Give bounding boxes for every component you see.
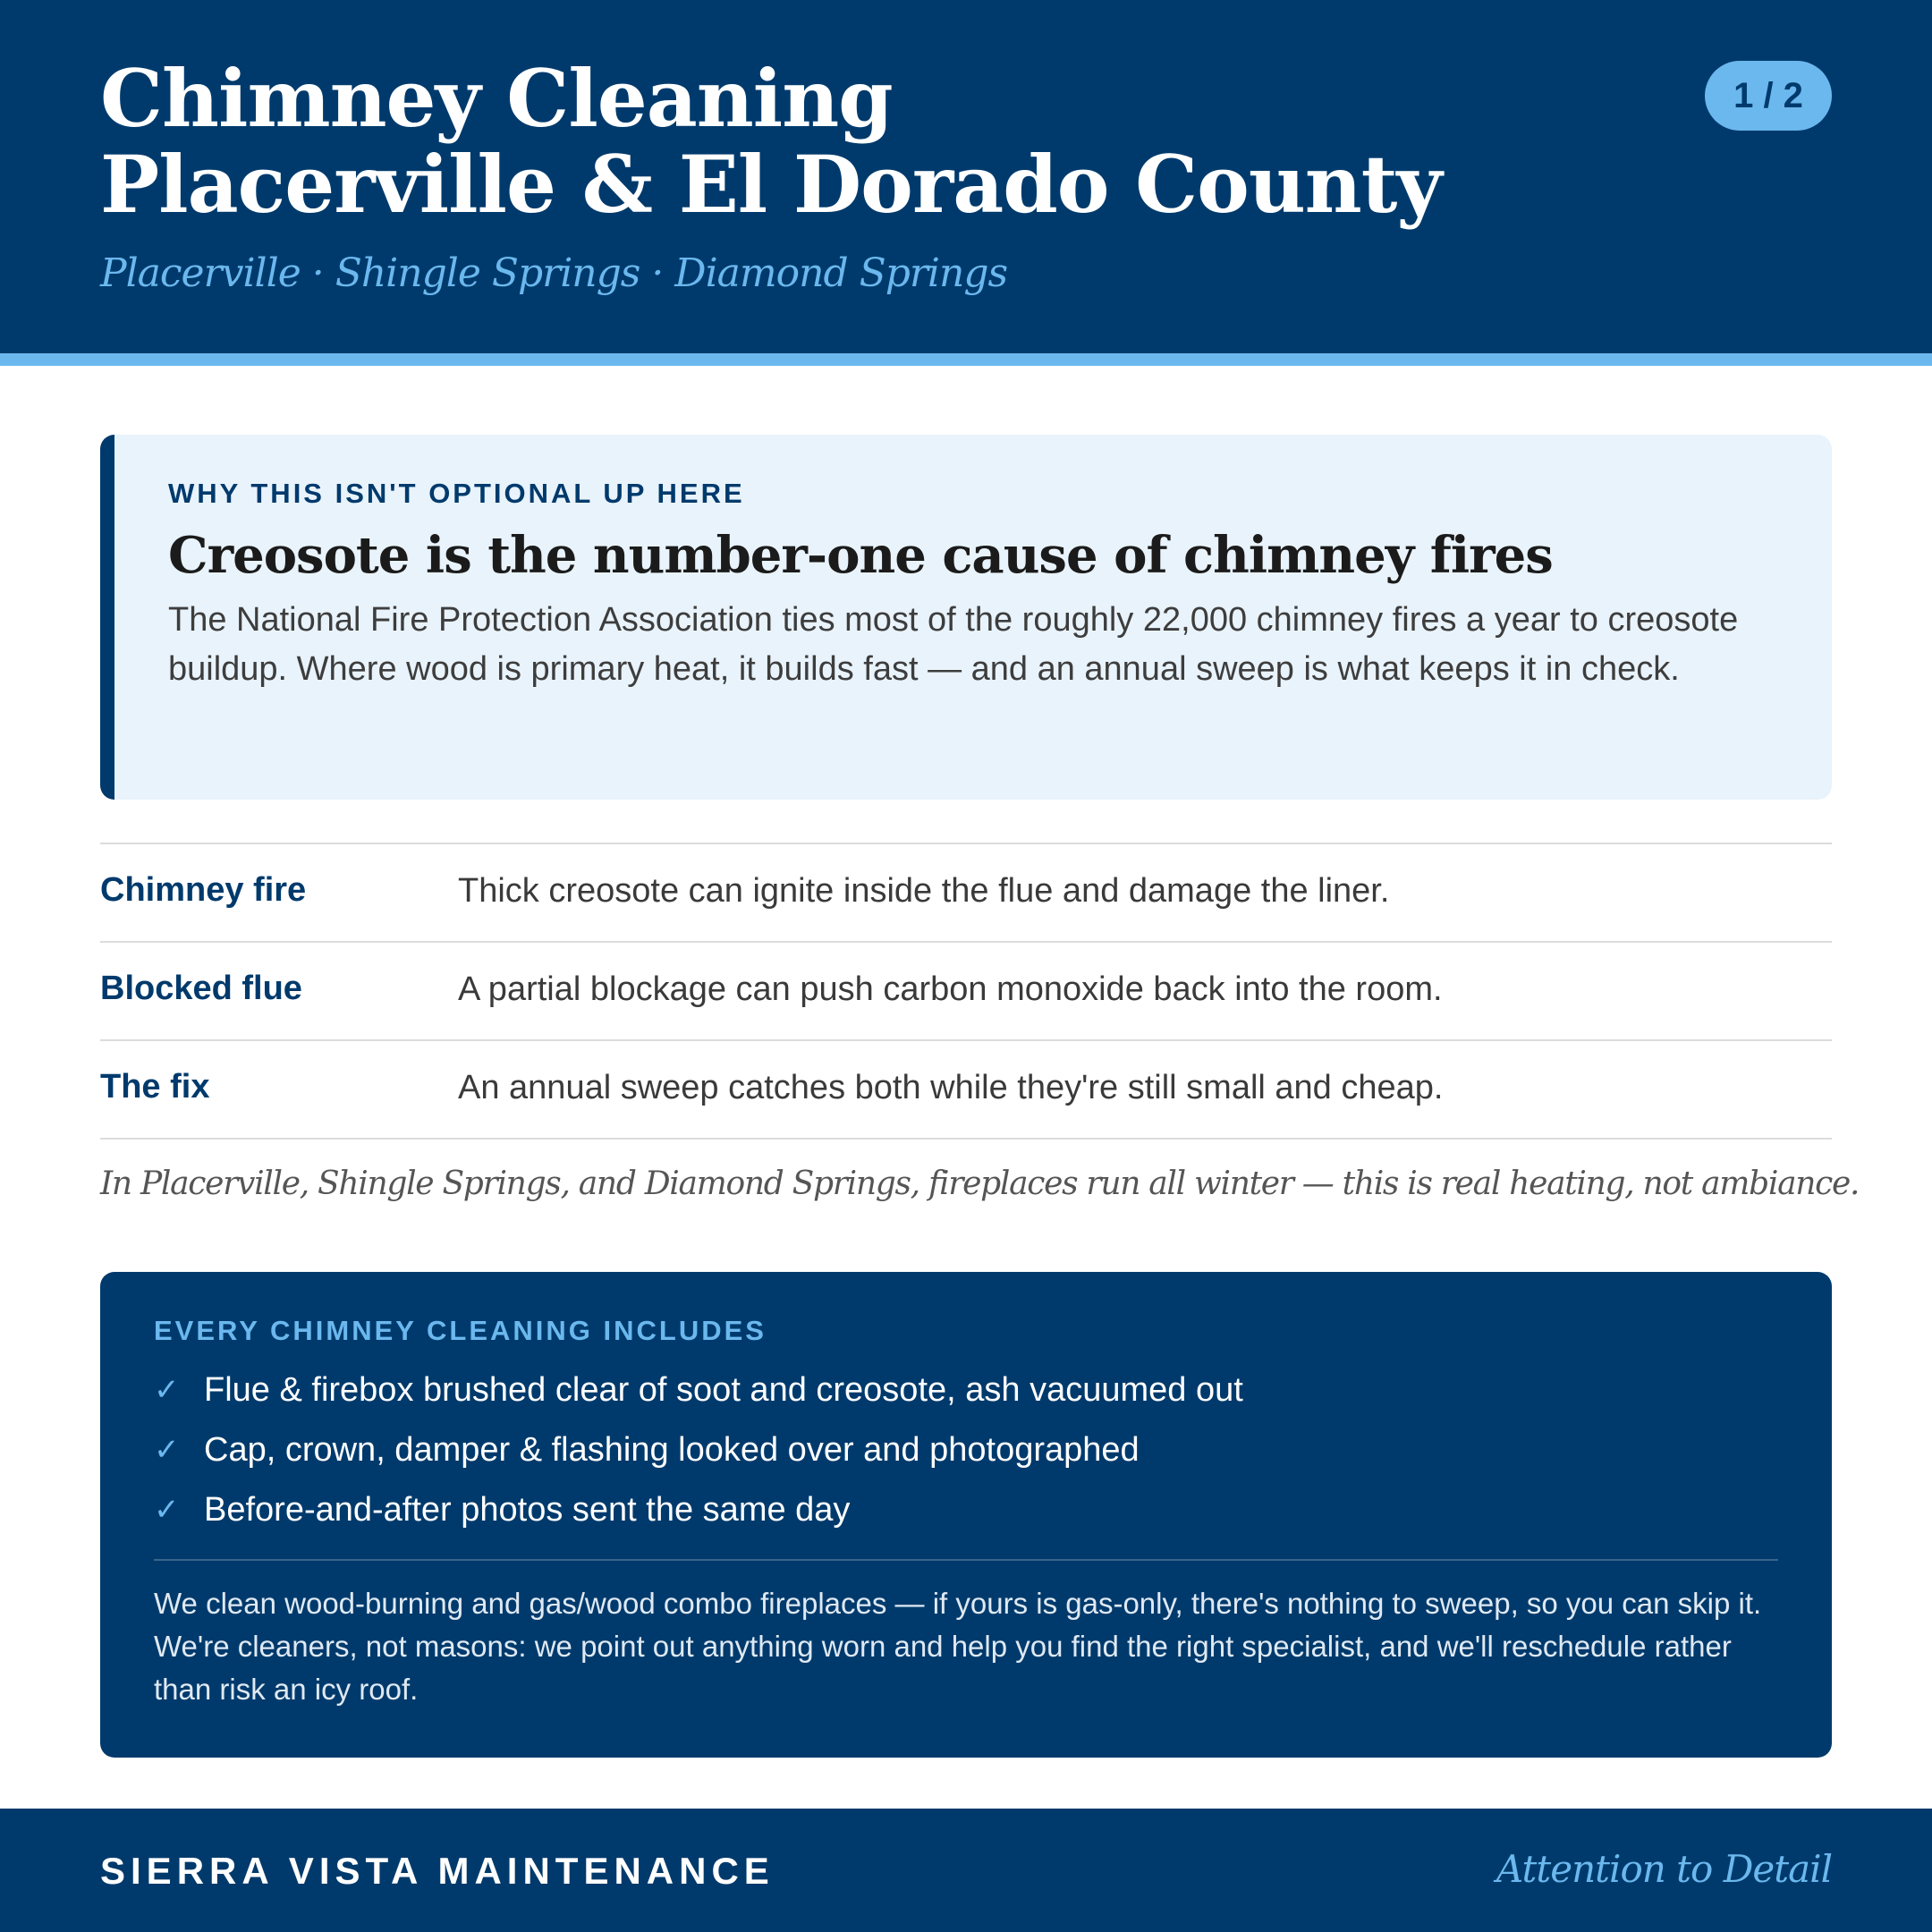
check-icon: ✓ xyxy=(154,1373,180,1407)
list-item-text: Before-and-after photos sent the same day xyxy=(204,1491,851,1529)
list-item-text: Flue & firebox brushed clear of soot and creosote, ash vacuumed out xyxy=(204,1371,1243,1409)
title-line-1: Chimney Cleaning xyxy=(100,52,893,145)
row-label: Blocked flue xyxy=(100,970,302,1007)
page-indicator-badge: 1 / 2 xyxy=(1705,61,1832,131)
table-row xyxy=(100,1041,1832,1140)
why-callout xyxy=(100,435,1832,800)
includes-list xyxy=(154,1365,1778,1545)
includes-panel xyxy=(100,1272,1832,1758)
list-item xyxy=(154,1485,1778,1545)
callout-kicker: WHY THIS ISN'T OPTIONAL UP HERE xyxy=(168,478,745,509)
brand-tagline: Attention to Detail xyxy=(1496,1847,1832,1891)
list-item xyxy=(154,1365,1778,1425)
table-row xyxy=(100,844,1832,943)
list-item xyxy=(154,1425,1778,1485)
row-label: The fix xyxy=(100,1068,210,1106)
callout-heading: Creosote is the number-one cause of chimney fires xyxy=(168,526,1553,585)
row-label: Chimney fire xyxy=(100,871,307,909)
header xyxy=(0,0,1932,353)
divider xyxy=(154,1559,1778,1561)
title-line-2: Placerville & El Dorado County xyxy=(100,138,1442,231)
check-icon: ✓ xyxy=(154,1493,180,1527)
check-icon: ✓ xyxy=(154,1433,180,1467)
includes-kicker: EVERY CHIMNEY CLEANING INCLUDES xyxy=(154,1315,767,1346)
table-row xyxy=(100,943,1832,1041)
list-item-text: Cap, crown, damper & flashing looked over and photographed xyxy=(204,1431,1140,1469)
row-text: A partial blockage can push carbon monoxide back into the room. xyxy=(458,970,1443,1008)
includes-disclaimer: We clean wood-burning and gas/wood combo fireplaces — if yours is gas-only, there's nothing to sweep, so you can skip it. We're cleaners, not masons: we point out anything worn and help you find the right specialist, and we'll reschedule rather than risk an icy roof. xyxy=(154,1587,1762,1706)
risk-table xyxy=(100,843,1832,1140)
header-accent-stripe xyxy=(0,353,1932,366)
local-note: In Placerville, Shingle Springs, and Diamond Springs, fireplaces run all winter — this is real heating, not ambiance. xyxy=(100,1165,1860,1202)
footer xyxy=(0,1809,1932,1932)
row-text: An annual sweep catches both while they're still small and cheap. xyxy=(458,1069,1444,1106)
service-areas-subtitle: Placerville · Shingle Springs · Diamond Springs xyxy=(100,250,1008,296)
brand-name: SIERRA VISTA MAINTENANCE xyxy=(100,1850,775,1892)
callout-body: The National Fire Protection Association ties most of the roughly 22,000 chimney fires a year to creosote buildup. Where wood is primary heat, it builds fast — and an annual sweep is what keeps it in check. xyxy=(168,601,1739,688)
page-title xyxy=(100,52,1621,231)
row-text: Thick creosote can ignite inside the flue and damage the liner. xyxy=(458,872,1390,910)
